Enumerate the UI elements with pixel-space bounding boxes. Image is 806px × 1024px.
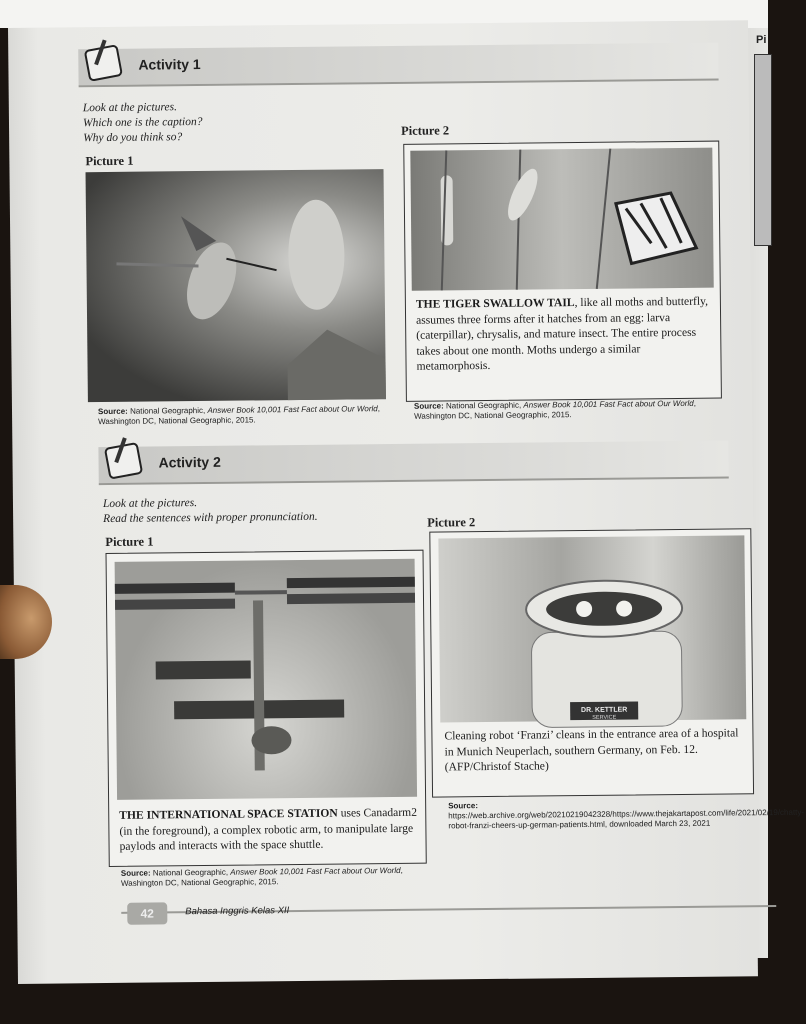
a1-picture1-source: Source: National Geographic, Answer Book 10,001 Fast Fact about Our World, Washington DC, National Geographic, 2015. [97,404,381,427]
instruction-line: Look at the pictures. [102,497,198,511]
a2-picture2-frame [429,528,754,797]
next-page-picture [754,54,772,246]
a2-picture2-title: Picture 2 [427,515,476,530]
a1-picture1-title: Picture 1 [85,153,134,169]
instruction-line: Look at the pictures. [82,101,178,115]
robot-photo [438,535,746,722]
hummingbird-illustration [86,169,386,402]
activity2-banner [98,440,728,485]
activity2-title: Activity 2 [158,453,221,471]
activity1-banner [78,43,718,88]
robot-badge-service: SERVICE [592,714,617,721]
space-station-photo [115,559,417,800]
pen-tablet-icon [84,44,123,82]
butterfly-photo [410,148,713,291]
activity2-instructions [103,495,318,527]
hummingbird-photo [86,169,386,402]
a1-picture2-title: Picture 2 [401,123,450,138]
activity1-title: Activity 1 [138,55,201,73]
textbook-page [8,20,805,984]
instruction-line: Read the sentences with proper pronunciation. [103,510,318,526]
butterfly-illustration [410,148,713,291]
a2-picture1-title: Picture 1 [105,534,154,550]
page-number: 42 [127,902,167,924]
instruction-line: Why do you think so? [83,131,183,145]
instruction-line: Which one is the caption? [82,115,203,130]
a2-picture1-caption: THE INTERNATIONAL SPACE STATION uses Canadarm2 (in the foreground), a complex robotic arm, to manipulate large paylods and interacts with the space shuttle. [119,805,418,853]
a2-picture2-source: Source: https://web.archive.org/web/20210219042328/https://www.thejakartapost.com/life/2021/02/19/chatty-robot-franzi-cheers-up-german-patients.html, downloaded March 23, 2021 [448,801,805,831]
a1-picture2-frame [403,141,722,402]
next-page-fragment: Pi [756,34,767,46]
robot-badge: DR. KETTLER [581,706,628,715]
a2-picture1-source: Source: National Geographic, Answer Book 10,001 Fast Fact about Our World, Washington DC, National Geographic, 2015. [120,865,403,888]
a1-picture2-source: Source: National Geographic, Answer Book 10,001 Fast Fact about Our World, Washington DC, National Geographic, 2015. [413,398,696,421]
a1-picture2-caption: THE TIGER SWALLOW TAIL, like all moths and butterfly, assumes three forms after it hatches from an egg: larva (caterpillar), chrysalis, and mature insect. The entire process takes about one month. Moths undergo a similar metamorphosis. [415,294,709,373]
pen-tablet-icon [104,442,143,480]
a2-picture2-caption: Cleaning robot ‘Franzi’ cleans in the entrance area of a hospital in Munich Neuperlach, southern Germany, on Feb. 12. (AFP/Christof Stache) [444,726,739,774]
robot-illustration [438,535,746,722]
space-station-illustration [115,559,417,800]
activity1-instructions [83,100,203,146]
a2-picture1-frame [106,550,427,867]
book-title: Bahasa Inggris Kelas XII [185,905,290,918]
